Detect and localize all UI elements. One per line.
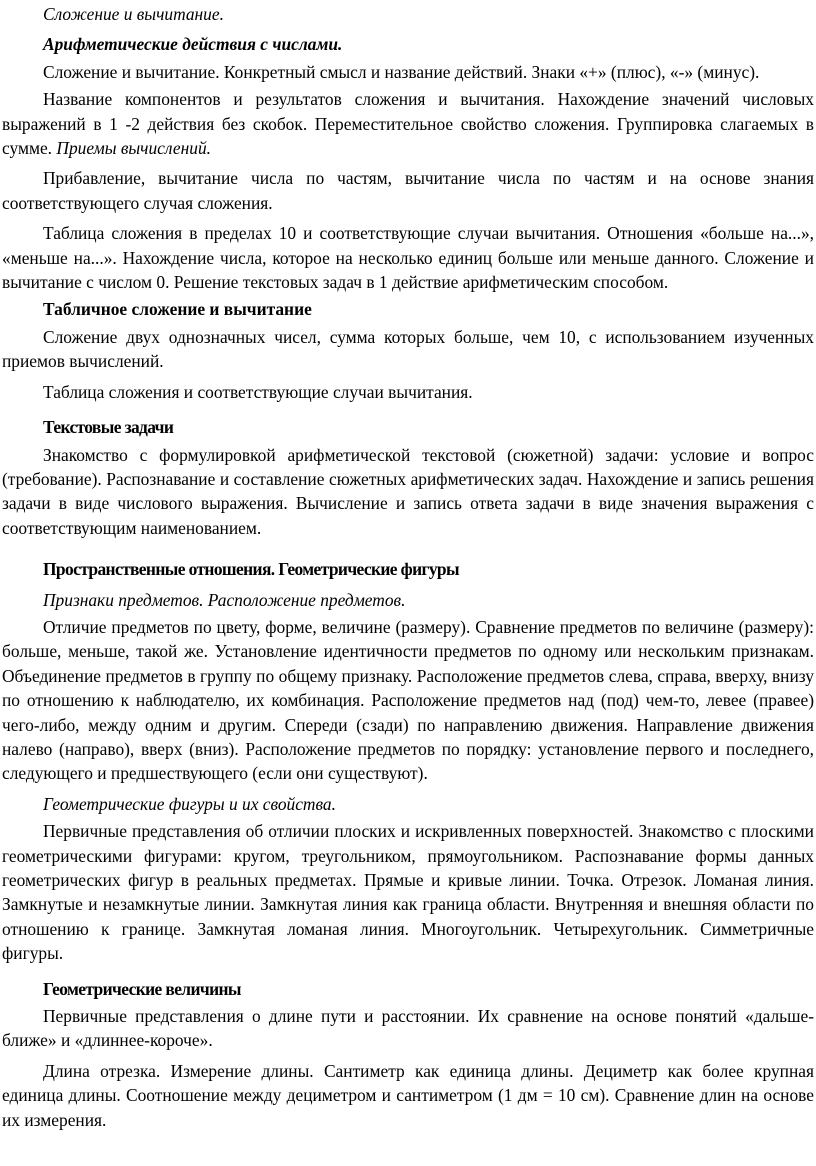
paragraph: Отличие предметов по цвету, форме, величине (размеру). Сравнение предметов по величине (размеру): больше, меньше, такой же. Установление идентичности предметов по одному или нескольким признакам. Объединение предметов в группу по общему признаку. Расположение предметов слева, справа, вверху, внизу по отношению к наблюдателю, их комбинация. Расположение предметов над (под) чем-то, левее (правее) чего-либо, между одним и другим. Спереди (сзади) по направлению движения. Направление движения налево (направо), вверх (вниз). Расположение предметов по порядку: установление первого и последнего, следующего и предшествующего (если они существуют).: [2, 616, 814, 784]
paragraph: Таблица сложения в пределах 10 и соответствующие случаи вычитания. Отношения «больше на...», «меньше на...». Нахождение числа, которое на несколько единиц больше или меньше данного. Сложение и вычитание с числом 0. Решение текстовых задач в 1 действие арифметическим способом.: [2, 223, 814, 293]
heading-text-problems: Текстовые задачи: [43, 417, 174, 438]
heading-table-addition: Табличное сложение и вычитание: [43, 299, 312, 320]
paragraph: Знакомство с формулировкой арифметической текстовой (сюжетной) задачи: условие и вопрос (требование). Распознавание и составление сюжетных арифметических задач. Нахождение и запись решения задачи в виде числового выражения. Вычисление и запись ответа задачи в виде значения выражения с соответствующим наименованием.: [2, 444, 814, 538]
heading-spatial-relations: Пространственные отношения. Геометрические фигуры: [43, 559, 459, 580]
subtitle-addition-subtraction: Сложение и вычитание.: [43, 4, 224, 24]
paragraph: Первичные представления о длине пути и расстоянии. Их сравнение на основе понятий «дальше-ближе» и «длиннее-короче».: [2, 1006, 814, 1051]
heading-geometric-quantities: Геометрические величины: [43, 978, 241, 999]
paragraph: Первичные представления об отличии плоских и искривленных поверхностей. Знакомство с плоскими геометрическими фигурами: кругом, треугольником, прямоугольником. Распознавание формы данных геометрических фигур в реальных предметах. Прямые и кривые линии. Точка. Отрезок. Ломаная линия. Замкнутые и незамкнутые линии. Замкнутая линия как граница области. Внутренняя и внешняя области по отношению к границе. Замкнутая ломаная линия. Многоугольник. Четырехугольник. Симметричные фигуры.: [2, 821, 814, 964]
calculation-methods-label: Приемы вычислений.: [56, 138, 211, 159]
paragraph: Таблица сложения и соответствующие случаи вычитания.: [43, 381, 473, 402]
subheading-geometric-figures: Геометрические фигуры и их свойства.: [43, 793, 336, 814]
paragraph: Сложение и вычитание. Конкретный смысл и название действий. Знаки «+» (плюс), «-» (минус).: [43, 61, 760, 82]
subheading-object-features: Признаки предметов. Расположение предметов.: [43, 589, 406, 610]
paragraph: Прибавление, вычитание числа по частям, вычитание числа по частям и на основе знания соответствующего случая сложения.: [2, 168, 814, 213]
paragraph: Длина отрезка. Измерение длины. Сантиметр как единица длины. Дециметр как более крупная единица длины. Соотношение между дециметром и сантиметром (1 дм = 10 см). Сравнение длин на основе их измерения.: [2, 1060, 814, 1130]
paragraph: [2, 87, 814, 160]
paragraph: Сложение двух однозначных чисел, сумма которых больше, чем 10, с использованием изученных приемов вычислений.: [2, 326, 814, 372]
paragraph-text: Название компонентов и результатов сложения и вычитания. Нахождение значений числовых выражений в 1 -2 действия без скобок. Переместительное свойство сложения. Группировка слагаемых в сумме.: [2, 89, 814, 159]
heading-arithmetic-operations: Арифметические действия с числами.: [43, 34, 343, 55]
